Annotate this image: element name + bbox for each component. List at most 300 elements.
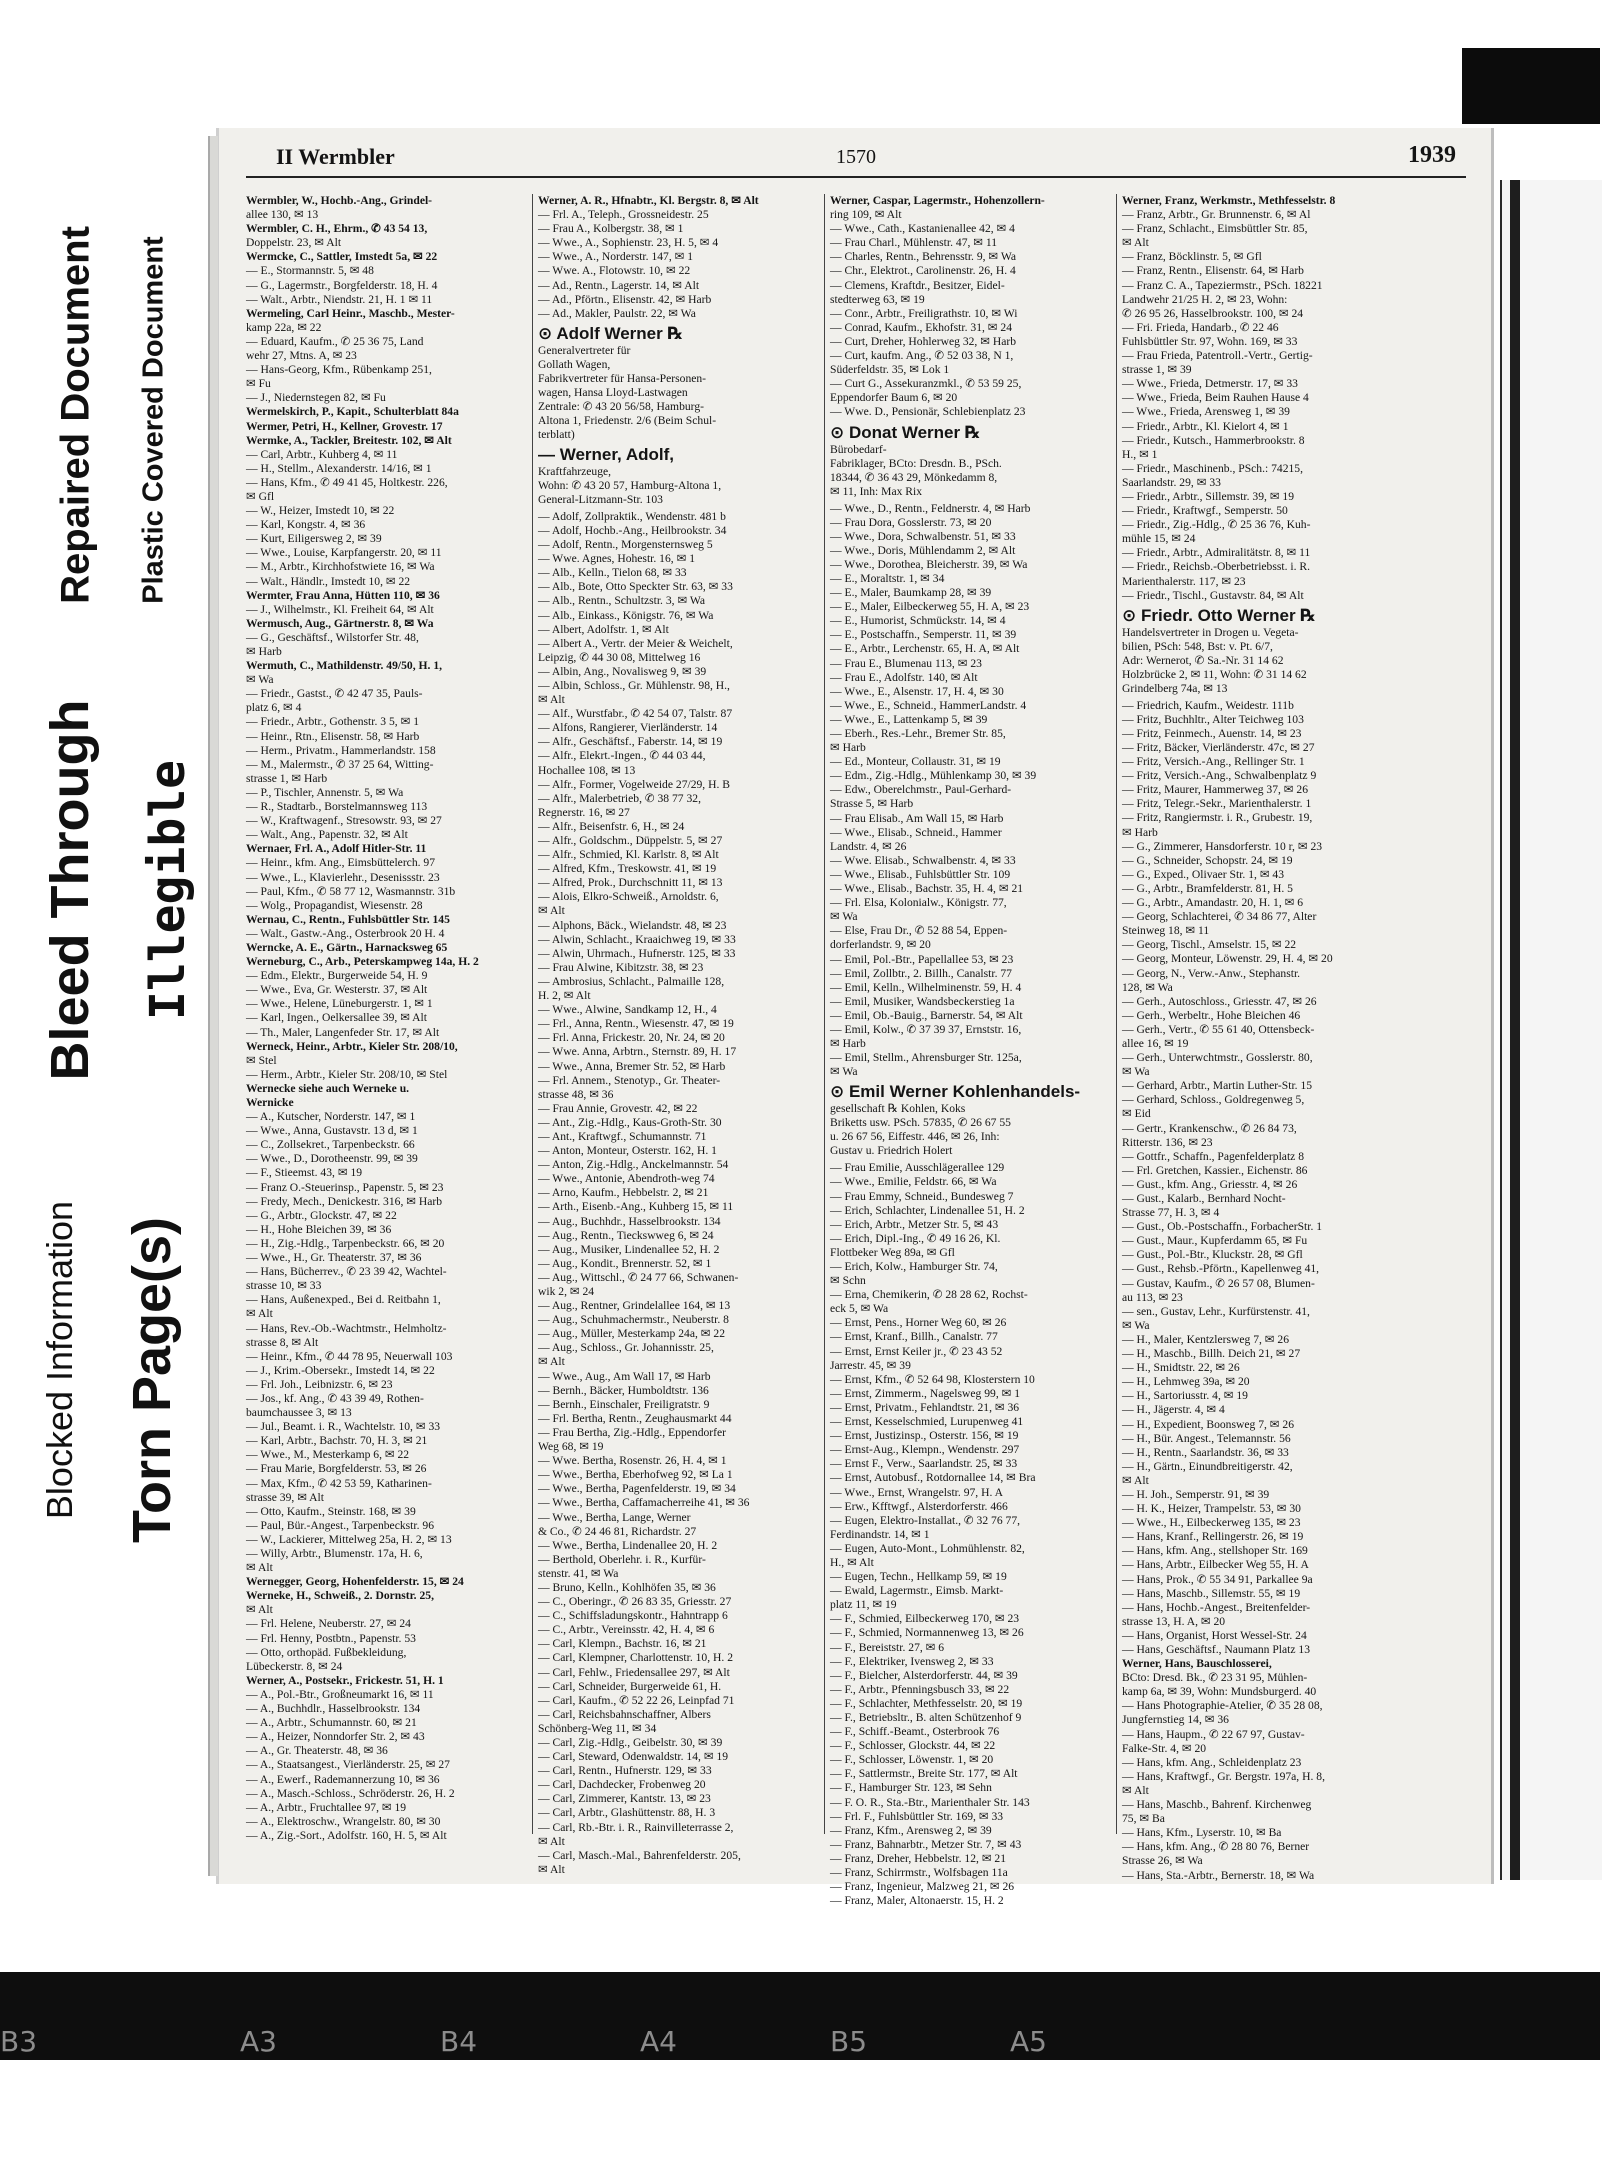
directory-entry: — Frau Charl., Mühlenstr. 47, ✉ 11 (830, 236, 998, 250)
directory-entry: — F., Sattlermstr., Breite Str. 177, ✉ Alt (830, 1767, 1018, 1781)
directory-entry: — J., Krim.-Obersekr., Imstedt 14, ✉ 22 (246, 1363, 435, 1377)
directory-entry: — J., Wilhelmstr., Kl. Freiheit 64, ✉ Alt (246, 602, 434, 616)
directory-entry: — Ad., Rentn., Lagerstr. 14, ✉ Alt (538, 278, 700, 292)
directory-entry: Wernegger, Georg, Hohenfelderstr. 15, ✉ 24 (246, 1575, 464, 1589)
directory-entry: — Franz, Bahnarbtr., Metzer Str. 7, ✉ 43 (830, 1837, 1022, 1851)
directory-entry: — Georg, Schlachterei, ✆ 34 86 77, Alter (1122, 910, 1317, 924)
directory-entry: ✉ Alt (538, 1834, 565, 1848)
directory-entry: — Heinr., Rtn., Elisenstr. 58, ✉ Harb (246, 729, 420, 743)
directory-entry: — Carl, Rentn., Hufnerstr. 129, ✉ 33 (538, 1764, 712, 1778)
column-divider (1116, 194, 1117, 1834)
directory-entry: — F., Bielcher, Alsterdorferstr. 44, ✉ 39 (830, 1668, 1018, 1682)
directory-entry: — H., Expedient, Boonsweg 7, ✉ 26 (1122, 1417, 1295, 1431)
directory-entry: — Alfr., Goldschm., Düppelstr. 5, ✉ 27 (538, 834, 723, 847)
directory-entry: — Wwe., D., Rentn., Feldnerstr. 4, ✉ Harb (830, 501, 1031, 515)
directory-entry: — Wwe. D., Pensionär, Schlebienplatz 23 (830, 405, 1026, 419)
directory-entry: — Wwe., Bertha, Pagenfelderstr. 19, ✉ 34 (538, 1482, 736, 1496)
directory-entry: ✉ Alt (1122, 1783, 1149, 1797)
directory-entry: — Fri. Frieda, Handarb., ✆ 22 46 (1122, 320, 1279, 334)
directory-entry: — Frau Dora, Gosslerstr. 73, ✉ 20 (830, 515, 992, 529)
business-listing (1122, 606, 1404, 696)
directory-entry: — Fritz, Buchhltr., Alter Teichweg 103 (1122, 712, 1304, 726)
directory-entry: — G., Lagermstr., Borgfelderstr. 18, H. 4 (246, 278, 438, 292)
directory-entry: — G., Zimmerer, Hansdorferstr. 10 r, ✉ 23 (1122, 839, 1323, 853)
directory-entry: — Wwe., Emilie, Feldstr. 66, ✉ Wa (830, 1175, 997, 1189)
directory-entry: — M., Arbtr., Kirchhofstwiete 16, ✉ Wa (246, 560, 435, 574)
directory-entry: — Bernh., Einschaler, Freiligratstr. 9 (538, 1397, 710, 1411)
directory-entry: — Albin, Schloss., Gr. Mühlenstr. 98, H., (538, 678, 730, 692)
directory-entry: ✉ Fu (246, 377, 271, 391)
directory-entry: — Franz, Dreher, Hebbelstr. 12, ✉ 21 (830, 1851, 1007, 1865)
directory-entry: — C., Oberingr., ✆ 26 83 35, Griesstr. 27 (538, 1595, 732, 1609)
directory-entry: — W., Kraftwagenf., Stresowstr. 93, ✉ 27 (246, 814, 442, 828)
directory-entry: — Franz, Böcklinstr. 5, ✉ Gfl (1122, 250, 1262, 264)
directory-entry: — F., Hamburger Str. 123, ✉ Sehn (830, 1781, 992, 1795)
business-detail: Generalvertreter für (538, 343, 631, 357)
directory-entry: — Frl. Elsa, Kolonialw., Königstr. 77, (830, 896, 1007, 910)
directory-entry: — C., Arbtr., Vereinsstr. 42, H. 4, ✉ 6 (538, 1623, 715, 1637)
directory-entry: — Max, Kfm., ✆ 42 53 59, Katharinen- (246, 1476, 432, 1490)
business-detail: Adr: Wernerot, ✆ Sa.-Nr. 31 14 62 (1122, 653, 1284, 667)
directory-entry: — H., Rentn., Saarlandstr. 36, ✉ 33 (1122, 1445, 1289, 1459)
directory-entry: — Frau Frieda, Patentroll.-Vertr., Gertig- (1122, 349, 1313, 363)
directory-entry: Leipzig, ✆ 44 30 08, Mittelweg 16 (538, 650, 701, 664)
directory-entry: — Friedr., Kutsch., Hammerbrookstr. 8 (1122, 433, 1305, 447)
directory-entry: Landstr. 4, ✉ 26 (830, 839, 907, 853)
directory-entry: — Frau Bertha, Zig.-Hdlg., Eppendorfer (538, 1425, 727, 1439)
directory-entry: — Gust., Ob.-Postschaffn., ForbacherStr. 1 (1122, 1220, 1323, 1234)
directory-entry: — Hans Photographie-Atelier, ✆ 35 28 08, (1122, 1699, 1323, 1713)
directory-entry: — Fritz, Feinmech., Auenstr. 14, ✉ 23 (1122, 726, 1302, 740)
directory-entry: — sen., Gustav, Lehr., Kurfürstenstr. 41, (1122, 1304, 1310, 1318)
business-name: ⊙ Friedr. Otto Werner ℞ (1122, 605, 1316, 625)
directory-entry: — Carl, Reichsbahnschaffner, Albers (538, 1707, 711, 1721)
directory-entry: — Alfr., Elekrt.-Ingen., ✆ 44 03 44, (538, 749, 706, 763)
directory-entry: Fuhlsbüttler Str. 97, Wohn. 169, ✉ 33 (1122, 334, 1298, 348)
directory-entry: — Berthold, Oberlehr. i. R., Kurfür- (538, 1552, 706, 1566)
label-repaired: Repaired Document (36, 150, 116, 680)
directory-entry: — G., Arbtr., Amandastr. 20, H. 1, ✉ 6 (1122, 896, 1304, 910)
adjacent-page-edge (1500, 180, 1602, 1880)
directory-entry: strasse 10, ✉ 33 (246, 1279, 322, 1293)
directory-entry: — Anton, Monteur, Osterstr. 162, H. 1 (538, 1144, 717, 1158)
directory-entry: — Aug., Kondit., Brennerstr. 52, ✉ 1 (538, 1256, 712, 1270)
directory-entry: — Frl. Anna, Frickestr. 20, Nr. 24, ✉ 20 (538, 1031, 725, 1045)
directory-entry: — P., Tischler, Annenstr. 5, ✉ Wa (246, 785, 404, 799)
business-detail: Holzbrücke 2, ✉ 11, Wohn: ✆ 31 14 62 (1122, 667, 1307, 681)
directory-entry: — F., Stieemst. 43, ✉ 19 (246, 1166, 363, 1180)
directory-entry: — Hans, Kfm., ✆ 49 41 45, Holtkestr. 226, (246, 475, 448, 489)
directory-entry: wehr 27, Mtns. A, ✉ 23 (246, 349, 357, 363)
directory-entry: — Jul., Beamt. i. R., Wachtelstr. 10, ✉ 33 (246, 1420, 441, 1434)
directory-entry: — R., Stadtarb., Borstelmannsweg 113 (246, 800, 428, 814)
directory-entry: ✉ Alt (538, 1862, 565, 1876)
directory-entry: H., ✉ 1 (1122, 447, 1158, 461)
directory-entry: — Anton, Zig.-Hdlg., Anckelmannstr. 54 (538, 1158, 729, 1172)
directory-entry: Jungfernstieg 14, ✉ 36 (1122, 1713, 1229, 1727)
directory-entry: — H., Bür. Angest., Telemannstr. 56 (1122, 1431, 1291, 1445)
directory-entry: ✆ 26 95 26, Hasselbrookstr. 100, ✉ 24 (1122, 306, 1304, 320)
directory-entry: Wermelskirch, P., Kapit., Schulterblatt 84a (246, 405, 459, 419)
directory-entry: — Ernst, Autobusf., Rotdornallee 14, ✉ Bra (830, 1471, 1036, 1485)
directory-entry: — Frl. A., Teleph., Grossneidestr. 25 (538, 208, 709, 222)
business-detail: Briketts usw. PSch. 57835, ✆ 26 67 55 (830, 1116, 1011, 1130)
directory-entry: — Gerhard, Arbtr., Martin Luther-Str. 15 (1122, 1079, 1313, 1093)
directory-entry: — Erna, Chemikerin, ✆ 28 28 62, Rochst- (830, 1288, 1028, 1302)
directory-entry: Wermke, A., Tackler, Breitestr. 102, ✉ Alt (246, 433, 452, 447)
directory-entry: — F., Schlachter, Methfesselstr. 20, ✉ 19 (830, 1696, 1023, 1710)
directory-entry: Wermcke, C., Sattler, Imstedt 5a, ✉ 22 (246, 250, 438, 264)
directory-entry: ✉ Harb (830, 1037, 866, 1051)
directory-entry: Doppelstr. 23, ✉ Alt (246, 236, 342, 250)
directory-entry: — Gustav, Kaufm., ✆ 26 57 08, Blumen- (1122, 1276, 1315, 1290)
directory-entry: eck 5, ✉ Wa (830, 1302, 889, 1316)
directory-entry: ring 109, ✉ Alt (830, 208, 902, 222)
directory-entry: — Franz, Kfm., Arensweg 2, ✉ 39 (830, 1823, 992, 1837)
directory-entry: Wermbler, C. H., Ehrm., ✆ 43 54 13, (246, 222, 428, 236)
directory-entry: 75, ✉ Ba (1122, 1812, 1165, 1826)
directory-entry: — H., Jägerstr. 4, ✉ 4 (1122, 1403, 1225, 1417)
directory-entry: — Eugen, Auto-Mont., Lohmühlenstr. 82, (830, 1541, 1025, 1555)
directory-entry: — Frau Marie, Borgfelderstr. 53, ✉ 26 (246, 1462, 427, 1476)
directory-entry: Werner, Caspar, Lagermstr., Hohenzollern- (830, 194, 1045, 207)
directory-entry: — W., Heizer, Imstedt 10, ✉ 22 (246, 504, 395, 518)
directory-entry: ✉ Alt (246, 1603, 273, 1617)
directory-entry: — A., Zig.-Sort., Adolfstr. 160, H. 5, ✉ Alt (246, 1828, 447, 1842)
business-name: — Werner, Adolf, (538, 444, 675, 464)
directory-entry: — Ernst, Ernst Keiler jr., ✆ 23 43 52 (830, 1344, 1003, 1358)
directory-entry: — Walt., Händlr., Imstedt 10, ✉ 22 (246, 574, 411, 588)
directory-entry: — Hans, Maschb., Sillemstr. 55, ✉ 19 (1122, 1586, 1301, 1600)
directory-entry: — F., Schlosser, Löwenstr. 1, ✉ 20 (830, 1753, 994, 1767)
directory-entry: — Wwe., Bertha, Lange, Werner (538, 1510, 691, 1524)
directory-entry: — Frl. Bertha, Rentn., Zeughausmarkt 44 (538, 1411, 732, 1425)
directory-entry: — Carl, Klempn., Bachstr. 16, ✉ 21 (538, 1637, 707, 1651)
directory-entry: — A., Arbtr., Fruchtallee 97, ✉ 19 (246, 1800, 407, 1814)
directory-entry: — Wwe., Helene, Lüneburgerstr. 1, ✉ 1 (246, 997, 433, 1011)
directory-entry: — Fredy, Mech., Denickestr. 316, ✉ Harb (246, 1194, 443, 1208)
directory-entry: — Frl. Joh., Leibnizstr. 6, ✉ 23 (246, 1377, 393, 1391)
directory-entry: — Frl. Henny, Postbtn., Papenstr. 53 (246, 1631, 416, 1645)
directory-entry: — Carl, Fehlw., Friedensallee 297, ✉ Alt (538, 1665, 730, 1679)
directory-entry: — Hans, Kraftwgf., Gr. Bergstr. 197a, H. 8, (1122, 1769, 1325, 1783)
directory-entry: ✉ Eid (1122, 1107, 1151, 1121)
business-detail: Bürobedarf- (830, 442, 887, 456)
directory-entry: — Franz C. A., Tapeziermstr., PSch. 18221 (1122, 278, 1323, 292)
directory-entry: — Alfons, Rangierer, Vierländerstr. 14 (538, 721, 718, 735)
directory-entry: — C., Schiffsladungskontr., Hahntrapp 6 (538, 1609, 728, 1623)
directory-entry: — G., Schneider, Schopstr. 24, ✉ 19 (1122, 853, 1293, 867)
directory-entry: — Emil, Stellm., Ahrensburger Str. 125a, (830, 1051, 1022, 1065)
directory-entry: — Karl, Arbtr., Bachstr. 70, H. 3, ✉ 21 (246, 1434, 428, 1448)
directory-entry: — E., Maler, Eilbeckerweg 55, H. A, ✉ 23 (830, 600, 1030, 614)
directory-entry: Landwehr 21/25 H. 2, ✉ 23, Wohn: (1122, 292, 1288, 306)
page-number: 1570 (836, 146, 876, 168)
directory-entry: — Gertr., Krankenschw., ✆ 26 84 73, (1122, 1121, 1297, 1135)
directory-entry: — Willy, Arbtr., Blumenstr. 17a, H. 6, (246, 1547, 423, 1560)
directory-entry: — J., Niedernstegen 82, ✉ Fu (246, 391, 386, 405)
directory-entry: strasse 1, ✉ Harb (246, 771, 328, 785)
directory-entry: — A., Elektroschw., Wrangelstr. 80, ✉ 30 (246, 1814, 441, 1828)
directory-entry: Lübeckerstr. 8, ✉ 24 (246, 1659, 343, 1673)
directory-entry: — Aug., Musiker, Lindenallee 52, H. 2 (538, 1242, 720, 1256)
directory-entry: — Hans, Kranf., Rellingerstr. 26, ✉ 19 (1122, 1530, 1304, 1544)
directory-entry: — Edm., Zig.-Hdlg., Mühlenkamp 30, ✉ 39 (830, 769, 1037, 783)
directory-entry: — Hans, kfm. Ang., stellshoper Str. 169 (1122, 1544, 1308, 1558)
directory-entry: — Hans, kfm. Ang., Schleidenplatz 23 (1122, 1755, 1302, 1769)
directory-entry: — F., Schmied, Eilbeckerweg 170, ✉ 23 (830, 1612, 1020, 1626)
directory-entry: Ferdinandstr. 14, ✉ 1 (830, 1527, 930, 1541)
directory-entry: — Ad., Pförtn., Elisenstr. 42, ✉ Harb (538, 292, 712, 306)
directory-entry: BCto: Dresd. Bk., ✆ 23 31 95, Mühlen- (1122, 1671, 1308, 1685)
directory-entry: — Friedr., Kraftwgf., Semperstr. 50 (1122, 504, 1288, 518)
directory-entry: — Ernst, Kesselschmied, Lurupenweg 41 (830, 1415, 1024, 1429)
directory-entry: Hochallee 108, ✉ 13 (538, 763, 636, 777)
directory-entry: — Wwe., Frieda, Beim Rauhen Hause 4 (1122, 391, 1309, 405)
business-name: ⊙ Adolf Werner ℞ (538, 323, 683, 343)
directory-entry: — H., Gärtn., Einundbreitigerstr. 42, (1122, 1459, 1293, 1473)
strip-code: A3 (240, 2025, 277, 2058)
directory-entry: — Fritz, Versich.-Ang., Rellinger Str. 1 (1122, 755, 1305, 769)
directory-entry: — Ant., Zig.-Hdlg., Kaus-Groth-Str. 30 (538, 1115, 722, 1129)
directory-entry: Werneck, Heinr., Arbtr., Kieler Str. 208/10, (246, 1039, 458, 1053)
directory-entry: — Emil, Kelln., Wilhelminenstr. 59, H. 4 (830, 980, 1022, 994)
strip-code: B5 (830, 2025, 868, 2058)
directory-entry: — Frl. Annem., Stenotyp., Gr. Theater- (538, 1073, 721, 1087)
directory-entry: — Alb., Rentn., Schultzstr. 3, ✉ Wa (538, 594, 706, 608)
directory-entry: — Chr., Elektrot., Carolinenstr. 26, H. 4 (830, 264, 1016, 278)
directory-entry: — Ed., Monteur, Collaustr. 31, ✉ 19 (830, 755, 1001, 769)
scanner-bottom-strip (0, 1972, 1600, 2060)
directory-entry: — Alfr., Geschäftsf., Faberstr. 14, ✉ 19 (538, 735, 723, 749)
directory-entry: — Ant., Kraftwgf., Schumannstr. 71 (538, 1129, 707, 1143)
directory-entry: — Wwe., Doris, Mühlendamm 2, ✉ Alt (830, 543, 1016, 557)
directory-entry: — Otto, Kaufm., Steinstr. 168, ✉ 39 (246, 1504, 416, 1518)
directory-entry: — M., Malermstr., ✆ 37 25 64, Witting- (246, 757, 434, 771)
directory-entry: — Alfred, Prok., Durchschnitt 11, ✉ 13 (538, 876, 723, 890)
directory-entry: — H., Sartoriusstr. 4, ✉ 19 (1122, 1389, 1248, 1403)
business-detail: Gollath Wagen, (538, 357, 611, 371)
directory-entry: Wermuth, C., Mathildenstr. 49/50, H. 1, (246, 659, 443, 673)
directory-entry: — C., Zollsekret., Tarpenbeckstr. 66 (246, 1138, 415, 1152)
directory-entry: Wernau, C., Rentn., Fuhlsbüttler Str. 145 (246, 912, 450, 926)
directory-entry: — Aug., Buchhdr., Hasselbrookstr. 134 (538, 1214, 721, 1228)
directory-entry: — Frau E., Blumenau 113, ✉ 23 (830, 656, 982, 670)
directory-entry: Jarrestr. 45, ✉ 39 (830, 1358, 911, 1372)
directory-entry: — G., Geschäftsf., Wilstorfer Str. 48, (246, 630, 419, 644)
directory-entry: — Wwe., Frieda, Detmerstr. 17, ✉ 33 (1122, 377, 1298, 391)
column-divider (532, 194, 533, 1834)
directory-entry: — A., Pol.-Btr., Großneumarkt 16, ✉ 11 (246, 1687, 434, 1701)
directory-entry: strasse 39, ✉ Alt (246, 1490, 324, 1504)
directory-entry: — E., Stormannstr. 5, ✉ 48 (246, 264, 374, 278)
directory-entry: wik 2, ✉ 24 (538, 1285, 595, 1298)
directory-entry: Schönberg-Weg 11, ✉ 34 (538, 1721, 657, 1735)
directory-entry: — Wwe. A., Flotowstr. 10, ✉ 22 (538, 264, 691, 278)
directory-entry: — Carl, Zig.-Hdlg., Geibelstr. 30, ✉ 39 (538, 1736, 723, 1749)
directory-entry: — Wwe., Dorothea, Bleicherstr. 39, ✉ Wa (830, 557, 1028, 571)
directory-entry: — F., Schiff.-Beamt., Osterbrook 76 (830, 1725, 1000, 1739)
directory-entry: — Hans, Hochb.-Angest., Breitenfelder- (1122, 1600, 1311, 1614)
directory-entry: — Paul, Kfm., ✆ 58 77 12, Wasmannstr. 31b (246, 884, 456, 898)
directory-entry: — Fritz, Versich.-Ang., Schwalbenplatz 9 (1122, 769, 1317, 783)
directory-entry: Wermbler, W., Hochb.-Ang., Grindel- (246, 194, 433, 207)
directory-entry: ✉ Wa (830, 910, 858, 924)
directory-entry: — Frau Annie, Grovestr. 42, ✉ 22 (538, 1101, 698, 1115)
directory-entry: ✉ Harb (1122, 825, 1158, 839)
directory-entry: — Friedrich, Kaufm., Weidestr. 111b (1122, 698, 1294, 712)
directory-entry: — A., Heizer, Nonndorfer Str. 2, ✉ 43 (246, 1730, 425, 1744)
directory-entry: — Hans, kfm. Ang., ✆ 28 80 76, Berner (1122, 1840, 1310, 1854)
directory-entry: — Wwe., Frieda, Arensweg 1, ✉ 39 (1122, 405, 1290, 419)
directory-entry: — Wwe., L., Klavierlehr., Desenissstr. 23 (246, 870, 440, 884)
directory-entry: — Friedr., Reichsb.-Oberbetriebsst. i. R. (1122, 560, 1311, 574)
directory-entry: ✉ Wa (1122, 1318, 1150, 1332)
directory-entry: — Fritz, Rangiermstr. i. R., Grubestr. 19, (1122, 811, 1313, 825)
directory-entry: Werner, Franz, Werkmstr., Methfesselstr. 8 (1122, 194, 1336, 207)
directory-entry: — Ad., Makler, Paulstr. 22, ✉ Wa (538, 306, 696, 320)
directory-entry: ✉ Schn (830, 1274, 866, 1288)
directory-entry: — Gerh., Werbeltr., Hohe Bleichen 46 (1122, 1008, 1301, 1022)
directory-entry: — Wwe., Aug., Am Wall 17, ✉ Harb (538, 1369, 711, 1383)
scanner-dark-bar (1462, 48, 1600, 124)
directory-entry: — Alfred, Kfm., Treskowstr. 41, ✉ 19 (538, 862, 717, 876)
directory-entry: — Ernst, Justizinsp., Osterstr. 156, ✉ 19 (830, 1429, 1019, 1443)
strip-code: B4 (440, 2025, 478, 2058)
directory-entry: — Hans, Sta.-Arbtr., Bernerstr. 18, ✉ Wa (1122, 1868, 1315, 1882)
directory-entry: Werner, A., Postsekr., Frickestr. 51, H. 1 (246, 1673, 444, 1687)
directory-entry: — Walt., Ang., Papenstr. 32, ✉ Alt (246, 828, 408, 842)
directory-entry: — Frl., Anna, Rentn., Wiesenstr. 47, ✉ 19 (538, 1017, 734, 1031)
directory-entry: — Franz, Rentn., Elisenstr. 64, ✉ Harb (1122, 264, 1304, 278)
directory-entry: baumchaussee 3, ✉ 13 (246, 1406, 352, 1420)
directory-entry: au 113, ✉ 23 (1122, 1290, 1183, 1304)
directory-entry: ✉ Alt (246, 1561, 273, 1575)
directory-entry: — Conrad, Kaufm., Ekhofstr. 31, ✉ 24 (830, 320, 1012, 334)
directory-entry: Wermer, Petri, H., Kellner, Grovestr. 17 (246, 419, 443, 433)
directory-entry: Saarlandstr. 29, ✉ 33 (1122, 475, 1221, 489)
directory-entry: — Carl, Rb.-Btr. i. R., Rainvilleterrasse 2, (538, 1820, 734, 1834)
directory-entry: — Wwe., M., Mesterkamp 6, ✉ 22 (246, 1448, 410, 1462)
directory-entry: — Emil, Musiker, Wandsbeckerstieg 1a (830, 994, 1015, 1008)
directory-entry: — Gust., Maur., Kupferdamm 65, ✉ Fu (1122, 1234, 1308, 1248)
directory-entry: ✉ Harb (830, 741, 866, 755)
directory-entry: — G., Exped., Olivaer Str. 1, ✉ 43 (1122, 867, 1285, 881)
directory-entry: — Aug., Schuhmachermstr., Neuberstr. 8 (538, 1313, 729, 1327)
directory-entry: — Carl, Arbtr., Kuhberg 4, ✉ 11 (246, 447, 398, 461)
directory-entry: — Fritz, Telegr.-Sekr., Marienthalerstr. 1 (1122, 797, 1312, 811)
directory-entry: — Erich, Kolw., Hamburger Str. 74, (830, 1260, 998, 1273)
directory-entry: — F., Schlosser, Glockstr. 44, ✉ 22 (830, 1739, 996, 1753)
directory-entry: — Wwe. Anna, Arbtrn., Sternstr. 89, H. 17 (538, 1045, 737, 1059)
directory-entry: ✉ Wa (246, 673, 274, 687)
directory-entry: — Ernst, Privatm., Fehlandtstr. 21, ✉ 36 (830, 1400, 1020, 1414)
directory-entry: — Franz O.-Steuerinsp., Papenstr. 5, ✉ 23 (246, 1180, 444, 1194)
directory-entry: — Wwe., Elisab., Bachstr. 35, H. 4, ✉ 21 (830, 882, 1024, 896)
directory-entry: — Walt., Arbtr., Niendstr. 21, H. 1 ✉ 11 (246, 292, 433, 306)
directory-entry: — Wwe., Bertha, Eberhofweg 92, ✉ La 1 (538, 1468, 733, 1482)
directory-entry: — Arth., Eisenb.-Ang., Kuhberg 15, ✉ 11 (538, 1200, 734, 1214)
directory-entry: — Emil, Zollbtr., 2. Billh., Canalstr. 77 (830, 966, 1012, 980)
directory-entry: — Wwe. Bertha, Rosenstr. 26, H. 4, ✉ 1 (538, 1454, 727, 1468)
directory-entry: — H., Stellm., Alexanderstr. 14/16, ✉ 1 (246, 461, 432, 475)
directory-entry: — F., Elektriker, Ivensweg 2, ✉ 33 (830, 1654, 994, 1668)
directory-entry: Werner, A. R., Hfnabtr., Kl. Bergstr. 8, ✉ Alt (538, 194, 759, 207)
business-detail: wagen, Hansa Lloyd-Lastwagen (538, 385, 688, 399)
business-name: ⊙ Donat Werner ℞ (830, 422, 981, 442)
directory-entry: — Aug., Wittschl., ✆ 24 77 66, Schwanen- (538, 1270, 739, 1284)
directory-entry: — F., Arbtr., Pfenningsbusch 33, ✉ 22 (830, 1682, 1010, 1696)
directory-entry: ✉ Alt (1122, 236, 1149, 250)
directory-entry: — Frau Alwine, Kibitzstr. 38, ✉ 23 (538, 960, 704, 974)
directory-entry: kamp 6a, ✉ 39, Wohn: Mundsburgerd. 40 (1122, 1685, 1317, 1699)
directory-entry: Flottbeker Weg 89a, ✉ Gfl (830, 1245, 955, 1259)
directory-entry: — Alb., Bote, Otto Speckter Str. 63, ✉ 33 (538, 580, 733, 594)
directory-entry: — G., Arbtr., Glockstr. 47, ✉ 22 (246, 1208, 397, 1222)
directory-entry: — Carl, Kaufm., ✆ 52 22 26, Leinpfad 71 (538, 1693, 735, 1707)
directory-entry: — Georg, Monteur, Löwenstr. 29, H. 4, ✉ 20 (1122, 952, 1333, 966)
directory-entry: — Carl, Dachdecker, Frobenweg 20 (538, 1778, 706, 1792)
directory-entry: — H., Maschb., Billh. Deich 21, ✉ 27 (1122, 1347, 1301, 1361)
directory-entry: — Edm., Elektr., Burgerweide 54, H. 9 (246, 969, 428, 983)
business-detail: terblatt) (538, 427, 575, 441)
label-illegible: Illegible (128, 740, 208, 1040)
business-detail: Zentrale: ✆ 43 20 56/58, Hamburg- (538, 399, 704, 413)
directory-entry: H. 2, ✉ Alt (538, 989, 591, 1003)
directory-entry: — Hans, Maschb., Bahrenf. Kirchenweg (1122, 1798, 1312, 1812)
directory-entry: — Erich, Arbtr., Metzer Str. 5, ✉ 43 (830, 1217, 999, 1231)
directory-entry: allee 130, ✉ 13 (246, 208, 319, 222)
directory-entry: — A., Buchhdlr., Hasselbrookstr. 134 (246, 1702, 421, 1716)
business-detail: Grindelberg 74a, ✉ 13 (1122, 681, 1228, 695)
directory-entry: — Wwe., E., Schneid., HammerLandstr. 4 (830, 698, 1027, 712)
directory-entry: — Wwe., H., Eilbeckerweg 135, ✉ 23 (1122, 1516, 1301, 1530)
business-detail: bilien, PSch: 548, Bst: v. Pt. 6/7, (1122, 639, 1273, 653)
directory-entry: — Conr., Arbtr., Freiligrathstr. 10, ✉ Wi (830, 306, 1018, 320)
directory-entry: — A., Arbtr., Schumannstr. 60, ✉ 21 (246, 1716, 417, 1730)
directory-entry: — Wwe., Alwine, Sandkamp 12, H., 4 (538, 1003, 717, 1017)
directory-entry: — Albin, Ang., Novalisweg 9, ✉ 39 (538, 664, 707, 678)
directory-entry: — Gust., Rehsb.-Pförtn., Kapellenweg 41, (1122, 1262, 1320, 1276)
directory-entry: — Wwe., Elisab., Schneid., Hammer (830, 825, 1002, 839)
directory-entry: — Aug., Rentn., Tieckswweg 6, ✉ 24 (538, 1228, 714, 1242)
directory-entry: Werneburg, C., Arb., Peterskampweg 14a, H. 2 (246, 955, 479, 969)
directory-entry: — Else, Frau Dr., ✆ 52 88 54, Eppen- (830, 924, 1008, 938)
column-divider (824, 194, 825, 1834)
directory-entry: — Wwe. Agnes, Hohestr. 16, ✉ 1 (538, 552, 695, 566)
directory-entry: — E., Humorist, Schmückstr. 14, ✉ 4 (830, 614, 1006, 628)
directory-entry: — H., Hohe Bleichen 39, ✉ 36 (246, 1222, 392, 1236)
directory-entry: Wernicke (246, 1096, 294, 1109)
directory-entry: — Adolf, Hochb.-Ang., Heilbrookstr. 34 (538, 523, 727, 537)
directory-entry: ✉ Gfl (246, 489, 275, 503)
directory-entry: — Wolg., Propagandist, Wiesenstr. 28 (246, 898, 423, 912)
directory-entry: — Gerhard, Schloss., Goldregenweg 5, (1122, 1093, 1305, 1107)
directory-entry: — Ernst F., Verw., Saarlandstr. 25, ✉ 33 (830, 1457, 1018, 1471)
directory-entry: — A., Ewerf., Rademannerzung 10, ✉ 36 (246, 1772, 440, 1786)
directory-entry: Werncke, A. E., Gärtn., Harnacksweg 65 (246, 940, 448, 954)
directory-entry: — Georg, N., Verw.-Anw., Stephanstr. (1122, 966, 1301, 980)
label-torn-pages: Torn Page(s) (112, 1180, 192, 1580)
directory-entry: — Frau Elisab., Am Wall 15, ✉ Harb (830, 811, 1004, 825)
directory-entry: Strasse 77, H. 3, ✉ 4 (1122, 1206, 1220, 1220)
directory-entry: — Wwe., Ernst, Wrangelstr. 97, H. A (830, 1485, 1003, 1499)
directory-entry: — Wwe., E., Lattenkamp 5, ✉ 39 (830, 712, 988, 726)
column-3 (830, 194, 1112, 1908)
directory-entry: — Alfr., Beisenfstr. 6, H., ✉ 24 (538, 819, 685, 833)
strip-code: B3 (0, 2025, 38, 2058)
directory-entry: — Carl, Zimmerer, Kantstr. 13, ✉ 23 (538, 1792, 711, 1806)
